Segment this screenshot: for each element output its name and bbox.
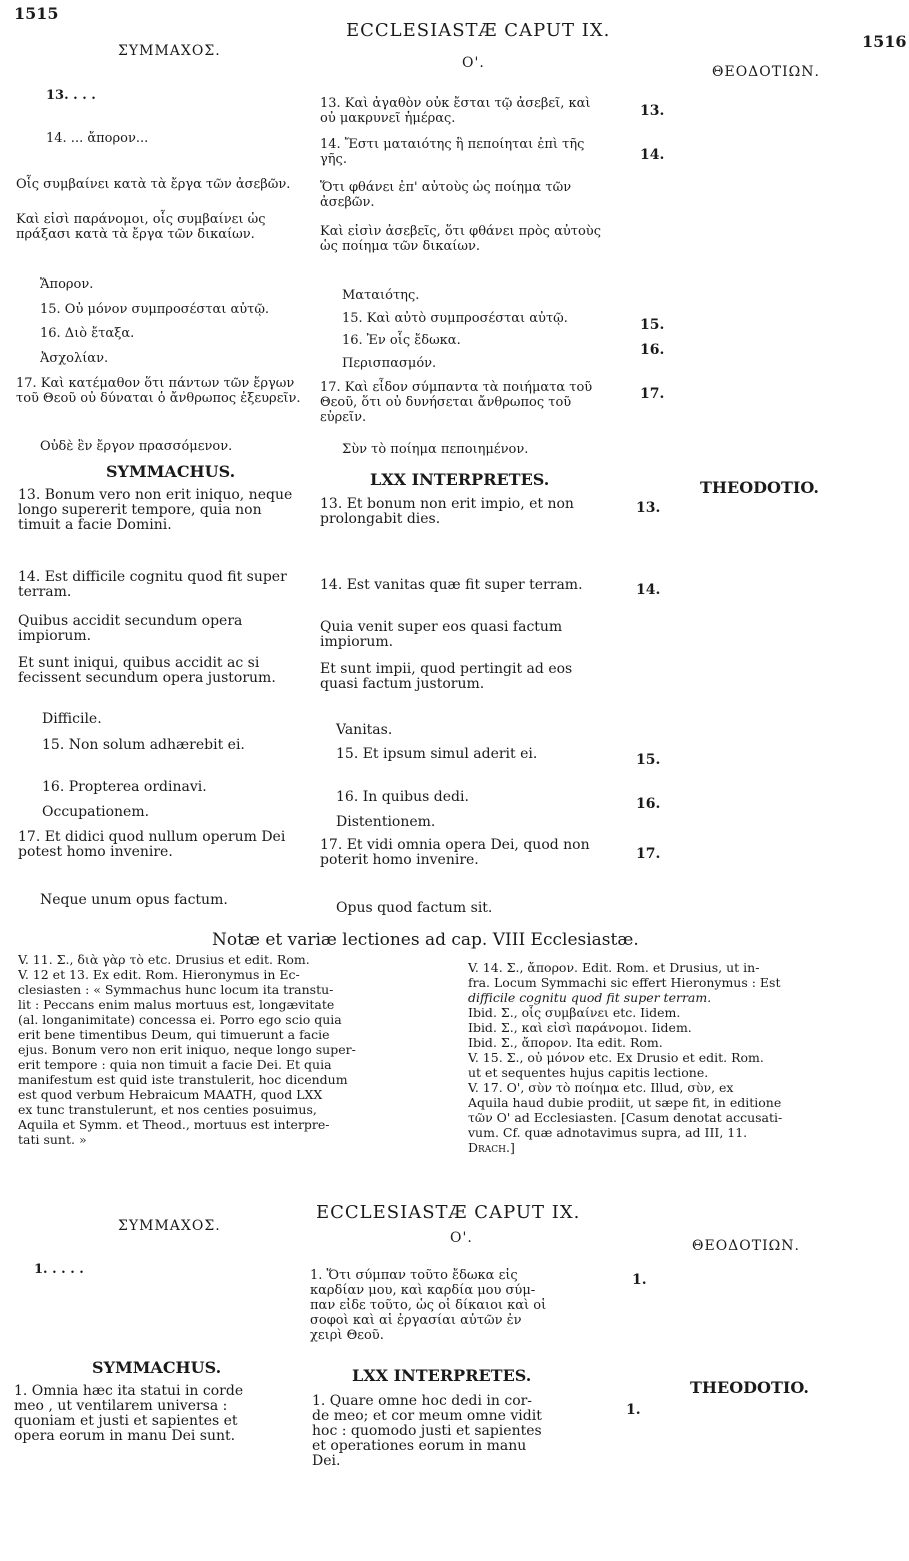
- lower-latin-header-symmachus: SYMMACHUS.: [92, 1358, 222, 1377]
- latin-middle-line: Opus quod factum sit.: [336, 900, 493, 916]
- latin-middle-line: Distentionem.: [336, 814, 436, 830]
- note-line: ejus. Bonum vero non erit iniquo, neque longo super-: [18, 1042, 356, 1057]
- latin-header-theodotion: THEODOTIO.: [700, 478, 819, 497]
- lower-latin-middle: [312, 1394, 608, 1469]
- latin-middle-14: 14. Est vanitas quæ fit super terram.: [320, 577, 583, 593]
- lower-greek-right-number: 1.: [632, 1272, 647, 1288]
- greek-right-number: 16.: [640, 342, 665, 358]
- latin-left-line: Et sunt iniqui, quibus accidit ac si fecissent secundum opera justorum.: [18, 655, 276, 686]
- greek-left-14: 14. ... ἄπορον...: [46, 131, 149, 146]
- notes-left-column: [18, 952, 448, 1147]
- note-line: Ibid. Σ., καὶ εἰσὶ παράνομοι. Iidem.: [468, 1020, 692, 1035]
- latin-right-number: 14.: [636, 582, 661, 598]
- greek-left-line: Καὶ εἰσὶ παράνομοι, οἷς συμβαίνει ὡς πράξασι κατὰ τὰ ἔργα τῶν δικαίων.: [16, 212, 266, 242]
- note-line: Aquila haud dubie prodiit, ut sæpe fit, in editione: [468, 1095, 782, 1110]
- greek-middle-15: 15. Καὶ αὐτὸ συμπροσέσται αὐτῷ.: [342, 311, 568, 326]
- running-head: ECCLESIASTÆ CAPUT IX.: [346, 20, 611, 41]
- note-line: clesiasten : « Symmachus hunc locum ita transtu-: [18, 982, 334, 997]
- greek-middle-16: 16. Ἐν οἷς ἔδωκα.: [342, 333, 461, 348]
- latin-left-13: 13. Bonum vero non erit iniquo, neque longo supererit tempore, quia non timuit a facie Domini.: [18, 487, 293, 533]
- note-line: est quod verbum Hebraicum MAATH, quod LXX: [18, 1087, 323, 1102]
- col-header-symmachus-greek: ΣΥΜΜΑΧΟΣ.: [118, 43, 221, 59]
- chapter-heading: ECCLESIASTÆ CAPUT IX.: [316, 1202, 581, 1223]
- lower-latin-left: [14, 1384, 304, 1444]
- latin-left-line: Occupationem.: [42, 804, 150, 820]
- lower-latin-header-lxx: LXX INTERPRETES.: [352, 1366, 532, 1385]
- note-line: manifestum est quid iste transtulerit, hoc dicendum: [18, 1072, 348, 1087]
- greek-left-line: Ἀσχολίαν.: [40, 351, 109, 366]
- lower-greek-middle: [310, 1268, 610, 1343]
- greek-right-number: 15.: [640, 317, 665, 333]
- lower-col-header-lxx-greek: O'.: [450, 1230, 473, 1246]
- note-line: Ibid. Σ., οἷς συμβαίνει etc. Iidem.: [468, 1005, 681, 1020]
- latin-middle-line: Quia venit super eos quasi factum impiorum.: [320, 619, 563, 650]
- greek-left-line: Οἷς συμβαίνει κατὰ τὰ ἔργα τῶν ἀσεβῶν.: [16, 177, 291, 192]
- note-line: Drach.]: [468, 1140, 515, 1155]
- right-page-number: 1516: [862, 32, 907, 51]
- latin-middle-17: 17. Et vidi omnia opera Dei, quod non poterit homo invenire.: [320, 837, 590, 868]
- latin-left-line: meo , ut ventilarem universa :: [14, 1399, 228, 1414]
- note-line: fra. Locum Symmachi sic effert Hieronymus : Est: [468, 975, 781, 990]
- greek-middle-line: Περισπασμόν.: [342, 356, 437, 371]
- greek-right-number: 17.: [640, 386, 665, 402]
- latin-middle-16: 16. In quibus dedi.: [336, 789, 469, 805]
- latin-middle-15: 15. Et ipsum simul aderit ei.: [336, 746, 538, 762]
- note-line: Ibid. Σ., ἄπορον. Ita edit. Rom.: [468, 1035, 663, 1050]
- note-line: (al. longanimitate) concessa ei. Porro ego scio quia: [18, 1012, 342, 1027]
- greek-left-13: 13. . . .: [46, 88, 96, 103]
- latin-left-16: 16. Propterea ordinavi.: [42, 779, 207, 795]
- notes-right-column: [468, 960, 896, 1155]
- greek-middle-line: παν εἶδε τοῦτο, ὡς οἱ δίκαιοι καὶ οἱ: [310, 1298, 547, 1313]
- note-line: ex tunc transtulerunt, et nos centies posuimus,: [18, 1102, 317, 1117]
- note-line: erit tempore : quia non timuit a facie Dei. Et quia: [18, 1057, 332, 1072]
- note-line: V. 11. Σ., διὰ γὰρ τὸ etc. Drusius et edit. Rom.: [18, 952, 310, 967]
- col-header-lxx-greek: O'.: [462, 55, 485, 71]
- note-line: erit bene timentibus Deum, qui timuerunt a facie: [18, 1027, 330, 1042]
- latin-left-14: 14. Est difficile cognitu quod fit super terram.: [18, 569, 287, 600]
- note-line: ut et sequentes hujus capitis lectione.: [468, 1065, 709, 1080]
- latin-left-line: Difficile.: [42, 711, 102, 727]
- latin-middle-line: de meo; et cor meum omne vidit: [312, 1409, 542, 1424]
- col-header-theodotion-greek: ΘΕΟΔΟΤΙΩΝ.: [712, 64, 820, 80]
- note-line: Aquila et Symm. et Theod., mortuus est interpre-: [18, 1117, 330, 1132]
- greek-middle-line: 1. Ὅτι σύμπαν τοῦτο ἔδωκα εἰς: [310, 1268, 518, 1283]
- note-line: V. 15. Σ., οὐ μόνον etc. Ex Drusio et edit. Rom.: [468, 1050, 764, 1065]
- latin-left-line: Neque unum opus factum.: [40, 892, 228, 908]
- latin-left-line: Quibus accidit secundum opera impiorum.: [18, 613, 243, 644]
- lower-latin-header-theodotion: THEODOTIO.: [690, 1378, 809, 1397]
- latin-right-number: 17.: [636, 846, 661, 862]
- latin-header-symmachus: SYMMACHUS.: [106, 462, 236, 481]
- latin-left-line: opera eorum in manu Dei sunt.: [14, 1429, 236, 1444]
- greek-left-line: Οὐδὲ ἓν ἔργον πρασσόμενον.: [40, 439, 233, 454]
- lower-greek-left-1: 1. . . . .: [34, 1262, 84, 1277]
- latin-right-number: 13.: [636, 500, 661, 516]
- latin-middle-line: Vanitas.: [336, 722, 393, 738]
- lower-col-header-symmachus-greek: ΣΥΜΜΑΧΟΣ.: [118, 1218, 221, 1234]
- lower-col-header-theodotion-greek: ΘΕΟΔΟΤΙΩΝ.: [692, 1238, 800, 1254]
- greek-right-number: 14.: [640, 147, 665, 163]
- latin-middle-line: Dei.: [312, 1454, 341, 1469]
- note-line: V. 17. O', σὺν τὸ ποίημα etc. Illud, σὺν, ex: [468, 1080, 734, 1095]
- greek-middle-13: 13. Καὶ ἀγαθὸν οὐκ ἔσται τῷ ἀσεβεῖ, καὶ οὐ μακρυνεῖ ἡμέρας.: [320, 96, 591, 126]
- greek-middle-line: χειρὶ Θεοῦ.: [310, 1328, 384, 1343]
- latin-middle-line: 1. Quare omne hoc dedi in cor-: [312, 1394, 533, 1409]
- greek-middle-17: 17. Καὶ εἶδον σύμπαντα τὰ ποιήματα τοῦ Θεοῦ, ὅτι οὐ δυνήσεται ἄνθρωπος τοῦ εὑρεῖν.: [320, 380, 593, 425]
- greek-middle-line: Ματαιότης.: [342, 288, 420, 303]
- greek-middle-line: σοφοὶ καὶ αἱ ἐργασίαι αὐτῶν ἐν: [310, 1313, 522, 1328]
- latin-right-number: 16.: [636, 796, 661, 812]
- note-line: lit : Peccans enim malus mortuus est, longævitate: [18, 997, 335, 1012]
- latin-left-line: 1. Omnia hæc ita statui in corde: [14, 1384, 244, 1399]
- greek-left-16: 16. Διὸ ἔταξα.: [40, 326, 135, 341]
- greek-left-15: 15. Οὐ μόνον συμπροσέσται αὐτῷ.: [40, 302, 270, 317]
- left-page-number: 1515: [14, 4, 59, 23]
- latin-header-lxx: LXX INTERPRETES.: [370, 470, 550, 489]
- note-line: V. 12 et 13. Ex edit. Rom. Hieronymus in Ec-: [18, 967, 300, 982]
- latin-left-line: quoniam et justi et sapientes et: [14, 1414, 238, 1429]
- greek-right-number: 13.: [640, 103, 665, 119]
- note-line: τῶν O' ad Ecclesiasten. [Casum denotat accusati-: [468, 1110, 783, 1125]
- lower-latin-right-number: 1.: [626, 1402, 641, 1418]
- latin-middle-13: 13. Et bonum non erit impio, et non prolongabit dies.: [320, 496, 574, 527]
- notes-heading: Notæ et variæ lectiones ad cap. VIII Ecclesiastæ.: [212, 930, 639, 950]
- note-line: V. 14. Σ., ἄπορον. Edit. Rom. et Drusius, ut in-: [468, 960, 760, 975]
- greek-left-line: Ἄπορον.: [40, 277, 94, 292]
- greek-middle-line: καρδίαν μου, καὶ καρδία μου σύμ-: [310, 1283, 536, 1298]
- latin-middle-line: et operationes eorum in manu: [312, 1439, 527, 1454]
- greek-middle-14: 14. Ἔστι ματαιότης ἣ πεποίηται ἐπὶ τῆς γῆς.: [320, 137, 585, 167]
- note-line: tati sunt. »: [18, 1132, 87, 1147]
- latin-middle-line: hoc : quomodo justi et sapientes: [312, 1424, 542, 1439]
- latin-left-17: 17. Et didici quod nullum operum Dei potest homo invenire.: [18, 829, 286, 860]
- latin-left-15: 15. Non solum adhærebit ei.: [42, 737, 245, 753]
- latin-middle-line: Et sunt impii, quod pertingit ad eos quasi factum justorum.: [320, 661, 573, 692]
- greek-middle-line: Ὅτι φθάνει ἐπ' αὐτοὺς ὡς ποίημα τῶν ἀσεβῶν.: [320, 180, 572, 210]
- greek-middle-line: Καὶ εἰσὶν ἀσεβεῖς, ὅτι φθάνει πρὸς αὐτοὺς ὡς ποίημα τῶν δικαίων.: [320, 224, 601, 254]
- greek-left-17: 17. Καὶ κατέμαθον ὅτι πάντων τῶν ἔργων τοῦ Θεοῦ οὐ δύναται ὁ ἄνθρωπος ἐξευρεῖν.: [16, 376, 301, 406]
- greek-middle-line: Σὺν τὸ ποίημα πεποιημένον.: [342, 442, 529, 457]
- latin-right-number: 15.: [636, 752, 661, 768]
- note-line: vum. Cf. quæ adnotavimus supra, ad III, 11.: [468, 1125, 748, 1140]
- note-line: difficile cognitu quod fit super terram.: [468, 990, 712, 1005]
